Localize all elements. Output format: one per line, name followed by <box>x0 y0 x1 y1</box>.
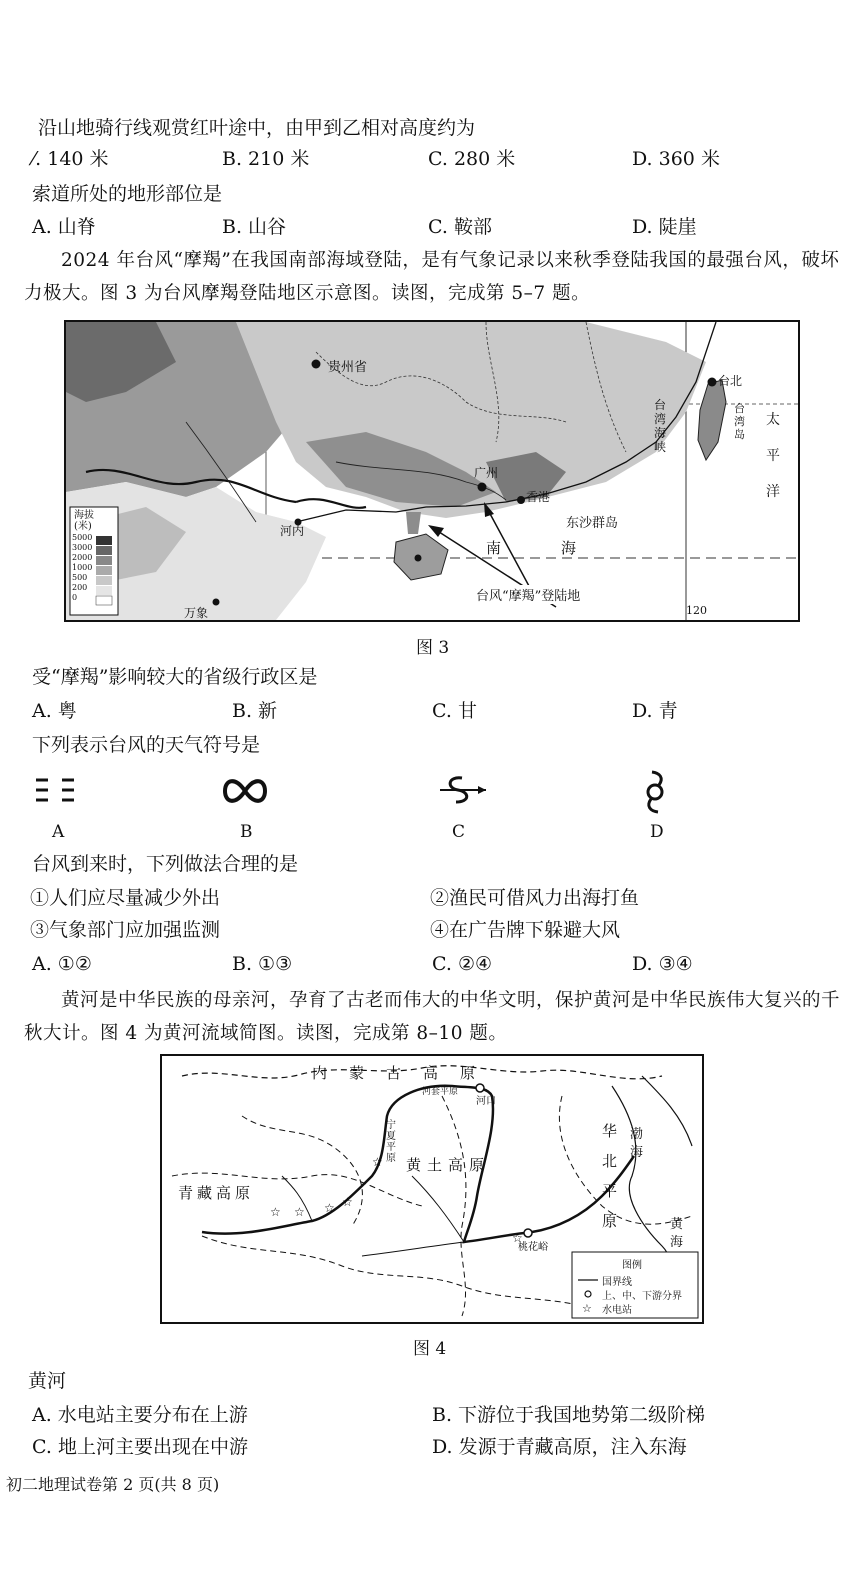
figure-4-caption: 图 4 <box>413 1339 447 1359</box>
haze-icon <box>225 781 265 801</box>
q3-option-a: ⁄. 140 米 <box>32 148 109 170</box>
sandstorm-icon <box>440 778 486 802</box>
q7-choices-row2 <box>30 917 840 943</box>
label-vientiane: 万象 <box>184 606 209 620</box>
svg-text:☆: ☆ <box>324 1201 335 1215</box>
label-hongkong: 香港 <box>526 490 551 504</box>
q7-choices-row1 <box>30 885 840 911</box>
legend-value-5: 200 <box>72 583 88 592</box>
q6-weather-symbols <box>0 766 867 826</box>
label-guizhou: 贵州省 <box>328 360 368 375</box>
legend-item-hydro: 水电站 <box>602 1305 632 1316</box>
label-typhoon-landing: 台风“摩羯”登陆地 <box>476 585 580 604</box>
q6-symbol-label-d: D <box>650 822 664 842</box>
label-ningxia-plain: 宁夏平原 <box>386 1120 396 1164</box>
label-taohuayu: 桃花峪 <box>518 1242 548 1253</box>
label-dongsha: 东沙群岛 <box>566 516 619 531</box>
figure-3-map <box>64 320 800 622</box>
q7-choice-4: ④在广告牌下躲避大风 <box>430 919 621 941</box>
legend-value-3: 1000 <box>72 563 93 572</box>
q8-option-a: A. 水电站主要分布在上游 <box>32 1404 248 1426</box>
svg-text:☆: ☆ <box>582 1302 592 1315</box>
q7-option-b: B. ①③ <box>232 953 293 975</box>
q4-option-a: A. 山脊 <box>32 216 96 238</box>
q7-choice-1: ①人们应尽量减少外出 <box>30 887 221 909</box>
legend-value-0: 5000 <box>72 533 93 542</box>
yellow-river-intro: 黄河是中华民族的母亲河，孕育了古老而伟大的中华文明，保护黄河是中华民族伟大复兴的千秋大计。图 4 为黄河流域简图。读图，完成第 8–10 题。 <box>24 990 841 1044</box>
figure-4-map <box>160 1054 704 1324</box>
q6-stem: 下列表示台风的天气符号是 <box>32 734 261 756</box>
svg-text:☆: ☆ <box>512 1231 523 1245</box>
q4-option-c: C. 鞍部 <box>428 216 492 238</box>
q8-option-b: B. 下游位于我国地势第二级阶梯 <box>432 1404 706 1426</box>
label-qingzang-plateau: 青藏高原 <box>178 1184 255 1202</box>
q7-option-a: A. ①② <box>32 953 92 975</box>
longitude-label: 120 <box>686 604 707 617</box>
q3-options <box>32 146 842 172</box>
q5-stem: 受“摩羯”影响较大的省级行政区是 <box>32 666 318 688</box>
q6-symbol-label-c: C <box>452 822 466 842</box>
label-taipei: 台北 <box>718 374 743 388</box>
label-taiwan-strait: 台湾海峡 <box>654 398 667 454</box>
label-hekou: 河口 <box>476 1096 496 1107</box>
q8-stem: 黄河 <box>28 1370 67 1392</box>
q7-option-d: D. ③④ <box>632 953 693 975</box>
q7-choice-3: ③气象部门应加强监测 <box>30 919 221 941</box>
q3-option-d: D. 360 米 <box>632 148 720 170</box>
q6-symbol-label-a: A <box>52 822 65 842</box>
snow-shower-icon <box>36 780 74 800</box>
q5-option-a: A. 粤 <box>32 700 77 722</box>
q8-option-d: D. 发源于青藏高原，注入东海 <box>432 1436 687 1458</box>
typhoon-intro: 2024 年台风“摩羯”在我国南部海域登陆，是有气象记录以来秋季登陆我国的最强台风，破坏力极大。图 3 为台风摩羯登陆地区示意图。读图，完成第 5–7 题。 <box>24 250 840 304</box>
q3-option-c: C. 280 米 <box>428 148 516 170</box>
label-taiwan-island: 台湾岛 <box>734 402 745 441</box>
svg-text:☆: ☆ <box>372 1155 383 1169</box>
q4-option-d: D. 陡崖 <box>632 216 697 238</box>
q5-option-d: D. 青 <box>632 700 678 722</box>
legend-value-1: 3000 <box>72 543 93 552</box>
label-yellow-sea: 黄海 <box>670 1217 684 1250</box>
legend-value-2: 2000 <box>72 553 93 562</box>
q8-options-row1 <box>32 1402 842 1428</box>
q4-stem: 索道所处的地形部位是 <box>32 183 223 205</box>
legend-title: 海拔(米) <box>74 510 94 532</box>
q8-option-c: C. 地上河主要出现在中游 <box>32 1436 248 1458</box>
q4-options <box>32 214 842 240</box>
q5-options <box>32 698 842 724</box>
label-hanoi: 河内 <box>280 524 305 538</box>
legend-item-section: 上、中、下游分界 <box>602 1291 682 1302</box>
label-south-sea: 南海 <box>486 539 637 557</box>
svg-text:☆: ☆ <box>270 1205 281 1219</box>
q7-choice-2: ②渔民可借风力出海打鱼 <box>430 887 640 909</box>
legend-value-6: 0 <box>72 593 78 602</box>
q6-symbol-label-b: B <box>240 822 253 842</box>
legend-title: 图例 <box>622 1260 642 1271</box>
typhoon-icon <box>648 772 662 812</box>
q3-stem: 沿山地骑行线观赏红叶途中，由甲到乙相对高度约为 <box>38 117 476 139</box>
q4-option-b: B. 山谷 <box>222 216 287 238</box>
label-inner-mongolia: 内蒙古高原 <box>312 1064 498 1082</box>
q5-option-c: C. 甘 <box>432 700 477 722</box>
svg-text:☆: ☆ <box>294 1205 305 1219</box>
label-hetao-plain: 河套平原 <box>422 1087 459 1097</box>
label-loess-plateau: 黄土高原 <box>406 1156 491 1174</box>
q5-option-b: B. 新 <box>232 700 278 722</box>
label-bohai: 渤海 <box>630 1127 644 1160</box>
svg-text:☆: ☆ <box>342 1195 353 1209</box>
label-north-china-plain: 华北平原 <box>602 1122 618 1230</box>
label-guangzhou: 广州 <box>474 466 499 480</box>
legend-item-border: 国界线 <box>602 1277 632 1288</box>
q8-options-row2 <box>32 1434 842 1460</box>
figure-3-svg <box>66 322 798 620</box>
legend-value-4: 500 <box>72 573 88 582</box>
figure-3-caption: 图 3 <box>416 638 450 658</box>
q3-option-b: B. 210 米 <box>222 148 310 170</box>
label-pacific: 太平洋 <box>766 412 780 500</box>
q7-options <box>32 951 842 977</box>
q7-stem: 台风到来时，下列做法合理的是 <box>32 853 299 875</box>
page-footer: 初二地理试卷第 2 页(共 8 页) <box>6 1475 220 1494</box>
q7-option-c: C. ②④ <box>432 953 493 975</box>
